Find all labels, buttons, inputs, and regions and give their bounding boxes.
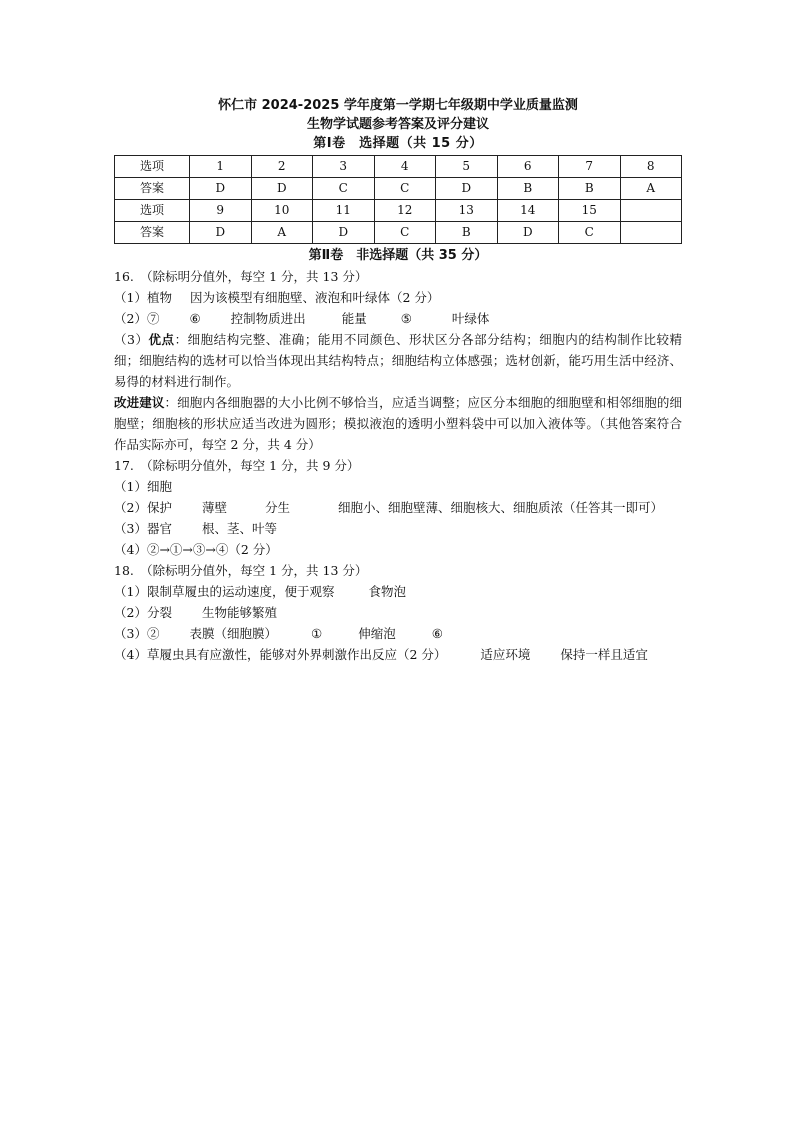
table-cell: D: [190, 178, 252, 200]
table-cell: 6: [497, 156, 559, 178]
q18-heading: 18. （除标明分值外，每空 1 分，共 13 分）: [114, 563, 368, 578]
answer-text: ⑥: [431, 626, 443, 641]
table-cell: B: [436, 222, 498, 244]
answer-text: 薄壁: [201, 500, 227, 515]
answer-text: （4）草履虫具有应激性，能够对外界刺激作出反应（2 分）: [114, 647, 447, 662]
q16-answer-1: [114, 287, 682, 308]
improvement-label: 改进建议: [114, 395, 165, 410]
q16-improvement: [114, 392, 682, 455]
document-title: 怀仁市 2024-2025 学年度第一学期七年级期中学业质量监测: [218, 98, 578, 113]
answer-text: 食物泡: [368, 584, 406, 599]
option-label-cell: 选项: [115, 200, 190, 222]
answer-label-cell: 答案: [115, 222, 190, 244]
table-row: [115, 156, 682, 178]
table-cell: D: [313, 222, 375, 244]
answer-text: （2）⑦: [114, 311, 160, 326]
table-cell: 12: [374, 200, 436, 222]
table-cell: B: [559, 178, 621, 200]
answer-text: 保持一样且适宜: [560, 647, 648, 662]
answer-text: ①: [310, 626, 323, 641]
q16-heading: 16. （除标明分值外，每空 1 分，共 13 分）: [114, 269, 368, 284]
table-cell: D: [190, 222, 252, 244]
table-cell: 4: [374, 156, 436, 178]
table-cell: D: [497, 222, 559, 244]
table-cell: 11: [313, 200, 375, 222]
table-row: [115, 200, 682, 222]
table-cell: A: [251, 222, 313, 244]
table-cell: C: [374, 222, 436, 244]
q17-answer-1: （1）细胞: [114, 479, 172, 494]
answer-text: 根、茎、叶等: [201, 521, 277, 536]
q18-answer-2: [114, 602, 682, 623]
table-cell: 10: [251, 200, 313, 222]
answer-text: 适应环境: [480, 647, 531, 662]
answer-text: 因为该模型有细胞壁、液泡和叶绿体（2 分）: [189, 290, 440, 305]
table-cell: 5: [436, 156, 498, 178]
answer-text: 能量: [341, 311, 367, 326]
q18-answer-3: [114, 623, 682, 644]
option-label-cell: 选项: [115, 156, 190, 178]
answer-text: （2）分裂: [114, 605, 172, 620]
answer-text: ：细胞结构完整、准确；能用不同颜色、形状区分各部分结构；细胞内的结构制作比较精细；细胞结构的选材可以恰当体现出其结构特点；细胞结构立体感强；选材创新，能巧用生活中经济、易得的材料进行制作。: [114, 332, 682, 389]
section-2-heading: 第Ⅱ卷 非选择题（共 35 分）: [308, 248, 488, 263]
answer-text: ⑤: [400, 311, 412, 326]
table-cell: 2: [251, 156, 313, 178]
answer-text: （3）: [114, 332, 149, 347]
advantage-label: 优点: [148, 332, 175, 347]
q18-answer-1: [114, 581, 682, 602]
table-cell: C: [374, 178, 436, 200]
answer-text: （2）保护: [114, 500, 172, 515]
answer-text: 控制物质进出: [230, 311, 306, 326]
table-cell: D: [251, 178, 313, 200]
table-row: [115, 178, 682, 200]
table-cell: C: [559, 222, 621, 244]
table-cell: 15: [559, 200, 621, 222]
table-cell: [620, 200, 682, 222]
answer-text: （3）器官: [114, 521, 172, 536]
q17-answer-4: （4）②→①→③→④（2 分）: [114, 542, 278, 557]
answer-table: [114, 155, 682, 244]
answer-text: （1）限制草履虫的运动速度，便于观察: [114, 584, 335, 599]
answer-text: ⑥: [189, 311, 201, 326]
table-cell: 13: [436, 200, 498, 222]
q17-heading: 17. （除标明分值外，每空 1 分，共 9 分）: [114, 458, 360, 473]
answer-text: 分生: [264, 500, 290, 515]
table-cell: A: [620, 178, 682, 200]
section-1-heading: 第Ⅰ卷 选择题（共 15 分）: [313, 136, 483, 151]
table-cell: 7: [559, 156, 621, 178]
table-cell: 1: [190, 156, 252, 178]
answer-text: （1）植物: [114, 290, 172, 305]
table-cell: [620, 222, 682, 244]
answer-text: （3）②: [114, 626, 160, 641]
document-subtitle: 生物学试题参考答案及评分建议: [306, 117, 489, 132]
answer-key-document: [114, 96, 682, 665]
answer-text: 细胞小、细胞壁薄、细胞核大、细胞质浓（任答其一即可）: [337, 500, 663, 515]
q16-answer-2: [114, 308, 682, 329]
answer-text: 表膜（细胞膜）: [189, 626, 277, 641]
q17-answer-3: [114, 518, 682, 539]
table-cell: 3: [313, 156, 375, 178]
answer-text: 伸缩泡: [358, 626, 396, 641]
answer-label-cell: 答案: [115, 178, 190, 200]
q17-answer-2: [114, 497, 682, 518]
table-cell: 14: [497, 200, 559, 222]
table-cell: 8: [620, 156, 682, 178]
table-cell: D: [436, 178, 498, 200]
answer-text: 叶绿体: [451, 311, 490, 326]
table-cell: 9: [190, 200, 252, 222]
table-cell: B: [497, 178, 559, 200]
answer-text: ：细胞内各细胞器的大小比例不够恰当，应适当调整；应区分本细胞的细胞壁和相邻细胞的细胞壁；细胞核的形状应适当改进为圆形；模拟液泡的透明小塑料袋中可以加入液体等。（其他答案符合作品实际亦可，每空 2 分，共 4 分）: [114, 395, 682, 452]
q16-answer-3: [114, 329, 682, 392]
answer-text: 生物能够繁殖: [201, 605, 277, 620]
table-row: [115, 222, 682, 244]
table-cell: C: [313, 178, 375, 200]
q18-answer-4: [114, 644, 682, 665]
